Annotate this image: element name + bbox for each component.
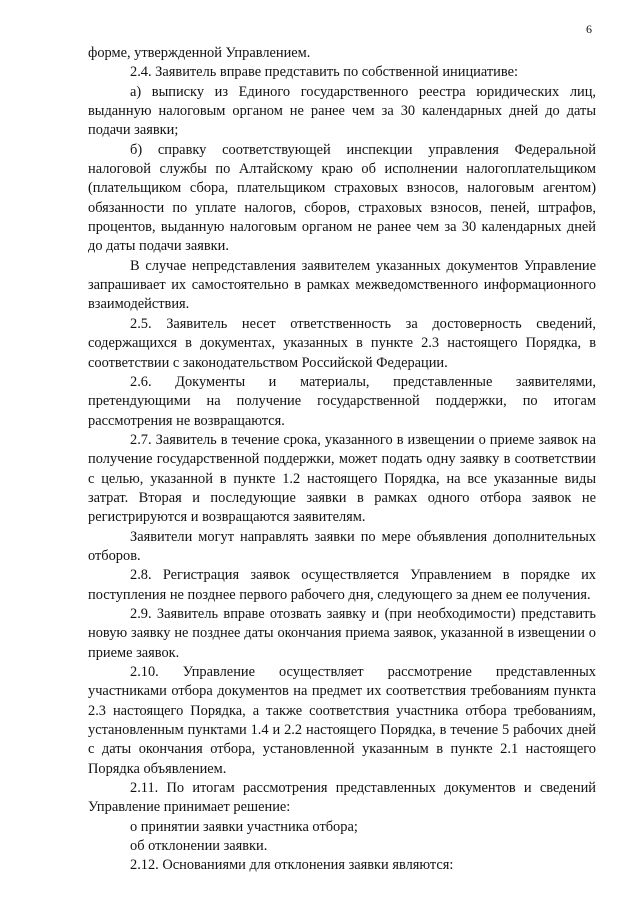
paragraph: В случае непредставления заявителем указанных документов Управление запрашивает их самостоятельно в рамках межведомственного информационного взаимодействия. [88,257,596,313]
paragraph: о принятии заявки участника отбора; [130,818,358,835]
paragraph: б) справку соответствующей инспекции управления Федеральной налоговой службы по Алтайскому краю об исполнении налогоплательщиком (плательщиком сбора, плательщиком страховых взносов, налоговым агентом) обязанности по уплате налогов, сборов, страховых взносов, пеней, штрафов, процентов, выданную налоговым органом не ранее чем за 30 календарных дней до даты подачи заявки. [88,141,596,255]
page-number: 6 [586,22,592,36]
paragraph: а) выписку из Единого государственного реестра юридических лиц, выданную налоговым органом не ранее чем за 30 календарных дней до даты подачи заявки; [88,83,596,139]
paragraph: 2.7. Заявитель в течение срока, указанного в извещении о приеме заявок на получение государственной поддержки, может подать одну заявку в соответствии с целью, указанной в пункте 1.2 настоящего Порядка, на все указанные виды затрат. Вторая и последующие заявки в рамках одного отбора заявок не регистрируются и возвращаются заявителям. [88,431,596,526]
paragraph: Заявители могут направлять заявки по мере объявления дополнительных отборов. [88,528,596,564]
paragraph: 2.6. Документы и материалы, представленные заявителями, претендующими на получение государственной поддержки, по итогам рассмотрения не возвращаются. [88,373,596,429]
paragraph: 2.8. Регистрация заявок осуществляется Управлением в порядке их поступления не позднее первого рабочего дня, следующего за днем ее получения. [88,567,596,603]
document-body [88,44,596,876]
paragraph: 2.11. По итогам рассмотрения представленных документов и сведений Управление принимает решение: [88,780,596,816]
paragraph: 2.9. Заявитель вправе отозвать заявку и (при необходимости) представить новую заявку не позднее даты окончания приема заявок, указанной в извещении о приеме заявок. [88,605,596,661]
paragraph: 2.5. Заявитель несет ответственность за достоверность сведений, содержащихся в документах, указанных в пункте 2.3 настоящего Порядка, в соответствии с законодательством Российской Федерации. [88,315,596,371]
paragraph: 2.10. Управление осуществляет рассмотрение представленных участниками отбора документов на предмет их соответствия требованиям пункта 2.3 настоящего Порядка, а также соответствия участника отбора требованиям, установленным пунктами 1.4 и 2.2 настоящего Порядка, в течение 5 рабочих дней с даты окончания отбора, установленной указанным в пункте 2.1 настоящего Порядка объявлением. [88,664,596,777]
paragraph: форме, утвержденной Управлением. [88,45,311,61]
paragraph: 2.12. Основаниями для отклонения заявки являются: [130,857,454,874]
paragraph: об отклонении заявки. [130,838,268,855]
paragraph: 2.4. Заявитель вправе представить по собственной инициативе: [130,64,518,81]
